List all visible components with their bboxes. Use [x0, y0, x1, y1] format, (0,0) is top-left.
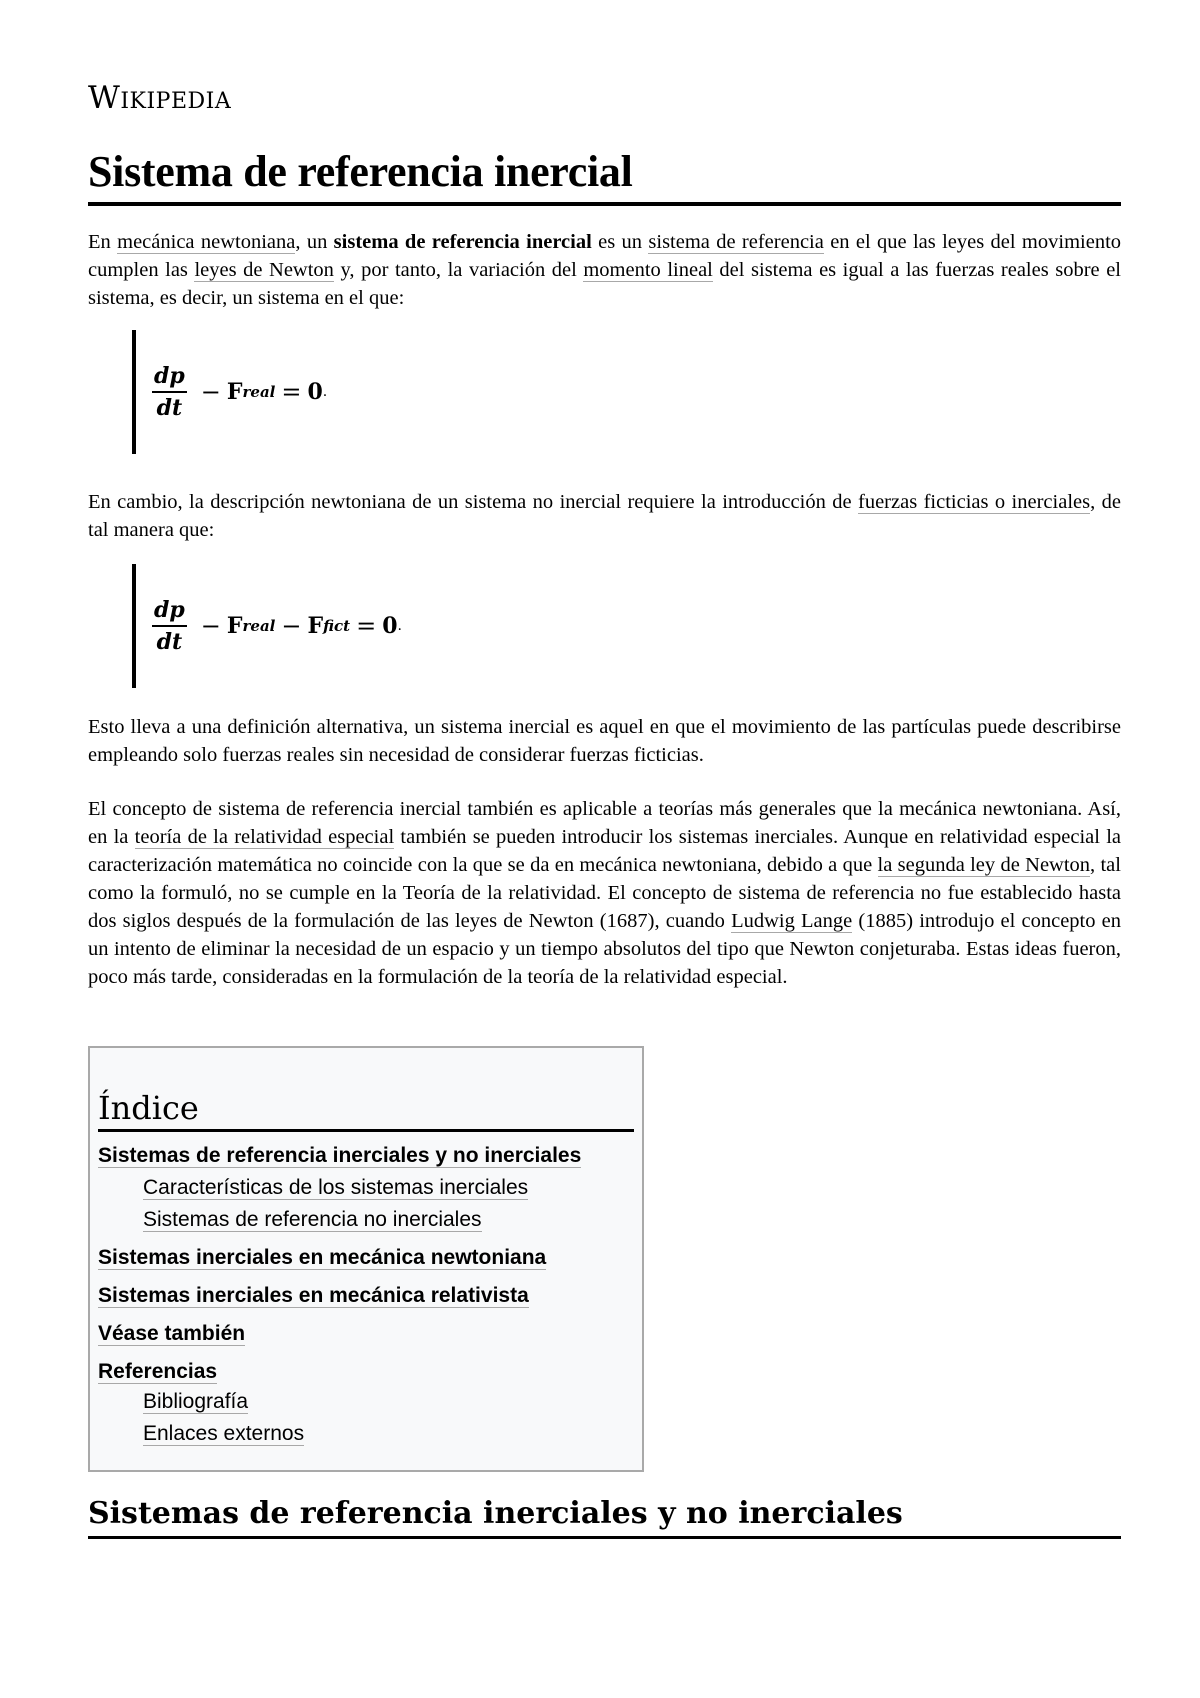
formula-inertial: $\frac{dp}{dt}$ − F real = 0 .	[132, 330, 572, 454]
link-fuerzas-ficticias[interactable]: fuerzas ficticias o inerciales	[858, 491, 1091, 513]
toc-item	[98, 1356, 634, 1388]
link-leyes-de-newton[interactable]: leyes de Newton	[194, 259, 334, 281]
derivative-fraction: $\frac{dp}{dt}$	[154, 363, 185, 421]
toc-link[interactable]: Sistemas inerciales en mecánica newtoniana	[98, 1245, 547, 1269]
formula-non-inertial: $\frac{dp}{dt}$ − F real − F fict = 0 .	[132, 564, 572, 688]
toc-item	[98, 1140, 634, 1172]
link-mecanica-newtoniana[interactable]: mecánica newtoniana	[117, 231, 296, 253]
toc-list	[98, 1140, 634, 1450]
toc-link[interactable]: Características de los sistemas inerciales	[143, 1175, 529, 1199]
toc-link[interactable]: Véase también	[98, 1321, 246, 1345]
toc-link[interactable]: Referencias	[98, 1359, 218, 1383]
derivative-fraction: $\frac{dp}{dt}$	[154, 597, 185, 655]
toc-subitem	[98, 1172, 634, 1204]
link-momento-lineal[interactable]: momento lineal	[583, 259, 713, 281]
link-ludwig-lange[interactable]: Ludwig Lange	[731, 910, 853, 932]
section-heading: Sistemas de referencia inerciales y no inerciales	[88, 1496, 1121, 1539]
link-segunda-ley-newton[interactable]: la segunda ley de Newton	[877, 854, 1091, 876]
table-of-contents	[88, 1046, 644, 1472]
toc-link[interactable]: Sistemas inerciales en mecánica relativista	[98, 1283, 529, 1307]
alternative-definition-paragraph: Esto lleva a una definición alternativa, un sistema inercial es aquel en que el movimiento de las partículas puede describirse empleando solo fuerzas reales sin necesidad de considerar fuerzas ficticias.	[88, 716, 1121, 766]
toc-subitem	[98, 1204, 634, 1236]
toc-link[interactable]: Enlaces externos	[143, 1421, 305, 1445]
toc-item	[98, 1318, 634, 1350]
toc-item	[98, 1242, 634, 1274]
toc-item	[98, 1280, 634, 1312]
toc-title: Índice	[98, 1090, 634, 1132]
toc-link[interactable]: Sistemas de referencia inerciales y no inerciales	[98, 1143, 582, 1167]
toc-link[interactable]: Sistemas de referencia no inerciales	[143, 1207, 482, 1231]
link-relatividad-especial[interactable]: teoría de la relatividad especial	[134, 826, 395, 848]
intro-paragraph: En mecánica newtoniana, un sistema de referencia inercial es un sistema de referencia en el que las leyes del movimiento cumplen las leyes de Newton y, por tanto, la variación del momento lineal del sistema es igual a las fuerzas reales sobre el sistema, es decir, un sistema en el que:	[88, 231, 1122, 309]
toc-subitem	[98, 1418, 634, 1450]
bold-term: sistema de referencia inercial	[333, 231, 592, 253]
relativity-paragraph: El concepto de sistema de referencia inercial también es aplicable a teorías más generales que la mecánica newtoniana. Así, en la teoría de la relatividad especial también se pueden introducir los sistemas inerciales. Aunque en relatividad especial la caracterización matemática no coincide con la que se da en mecánica newtoniana, debido a que la segunda ley de Newton, tal como la formuló, no se cumple en la Teoría de la relatividad. El concepto de sistema de referencia no fue establecido hasta dos siglos después de la formulación de las leyes de Newton (1687), cuando Ludwig Lange (1885) introdujo el concepto en un intento de eliminar la necesidad de un espacio y un tiempo absolutos del tipo que Newton conjeturaba. Estas ideas fueron, poco más tarde, consideradas en la formulación de la teoría de la relatividad especial.	[88, 798, 1121, 988]
toc-subitem	[98, 1386, 634, 1418]
wikipedia-logo: Wikipedia	[88, 80, 232, 116]
toc-link[interactable]: Bibliografía	[143, 1389, 249, 1413]
link-sistema-de-referencia[interactable]: sistema de referencia	[648, 231, 824, 253]
non-inertial-paragraph: En cambio, la descripción newtoniana de un sistema no inercial requiere la introducción de fuerzas ficticias o inerciales, de tal manera que:	[88, 491, 1121, 541]
page-title: Sistema de referencia inercial	[88, 146, 1121, 206]
